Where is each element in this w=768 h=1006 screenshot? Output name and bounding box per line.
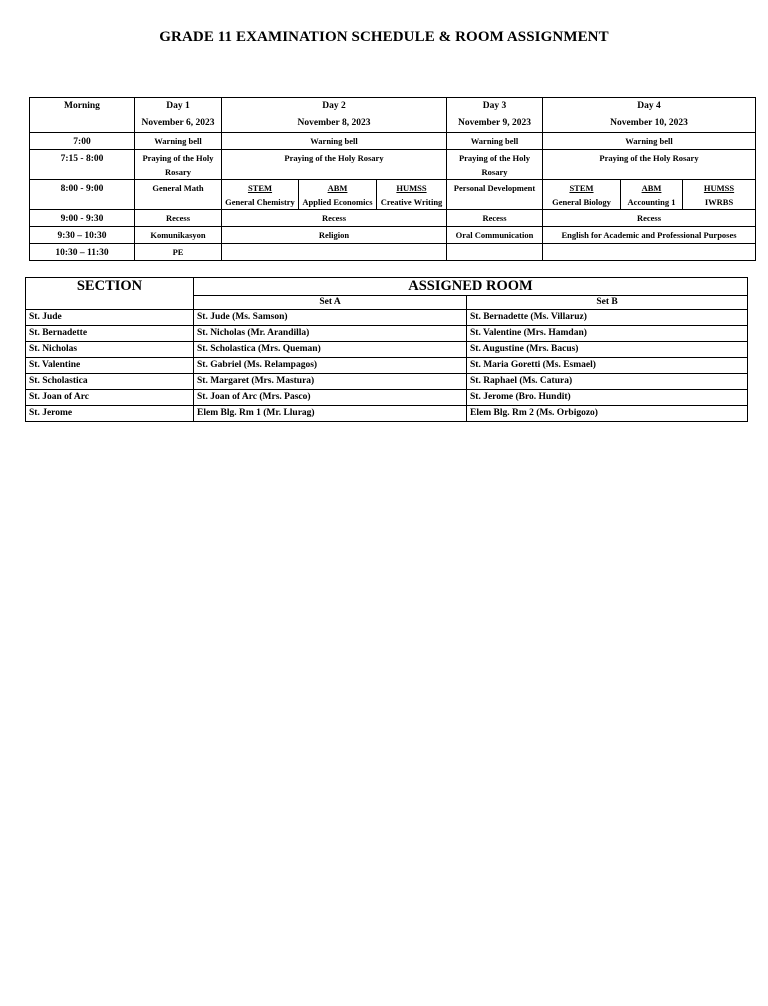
section-cell: St. Jerome [26, 406, 194, 422]
set-a-cell: St. Margaret (Mrs. Mastura) [194, 374, 467, 390]
abm-subject-cell: ABM Accounting 1 [621, 180, 683, 210]
time-cell: 9:00 - 9:30 [30, 210, 135, 227]
schedule-cell: Religion [222, 227, 447, 244]
humss-subject-cell: HUMSS Creative Writing [377, 180, 447, 210]
set-a-cell: St. Nicholas (Mr. Arandilla) [194, 326, 467, 342]
schedule-cell: Warning bell [543, 133, 756, 150]
schedule-cell: Recess [447, 210, 543, 227]
table-row [26, 310, 748, 326]
schedule-cell [447, 244, 543, 261]
stem-subject-cell: STEM General Chemistry [222, 180, 299, 210]
abm-subject-cell: ABM Applied Economics [299, 180, 377, 210]
time-cell: 8:00 - 9:00 [30, 180, 135, 210]
set-b-cell: St. Valentine (Mrs. Hamdan) [467, 326, 748, 342]
section-cell: St. Valentine [26, 358, 194, 374]
section-cell: St. Nicholas [26, 342, 194, 358]
time-cell: 7:15 - 8:00 [30, 150, 135, 180]
table-row [26, 390, 748, 406]
schedule-cell: PE [135, 244, 222, 261]
time-cell: 10:30 – 11:30 [30, 244, 135, 261]
set-a-header: Set A [194, 296, 467, 310]
schedule-cell: Praying of the Holy Rosary [135, 150, 222, 180]
schedule-cell: Warning bell [135, 133, 222, 150]
schedule-cell: Praying of the Holy Rosary [222, 150, 447, 180]
set-b-cell: St. Jerome (Bro. Hundit) [467, 390, 748, 406]
set-b-cell: Elem Blg. Rm 2 (Ms. Orbigozo) [467, 406, 748, 422]
set-b-cell: St. Maria Goretti (Ms. Esmael) [467, 358, 748, 374]
schedule-cell [222, 244, 447, 261]
set-b-cell: St. Raphael (Ms. Catura) [467, 374, 748, 390]
schedule-cell: Praying of the Holy Rosary [447, 150, 543, 180]
schedule-cell: Recess [222, 210, 447, 227]
set-a-cell: Elem Blg. Rm 1 (Mr. Llurag) [194, 406, 467, 422]
schedule-cell: Warning bell [222, 133, 447, 150]
table-row [26, 374, 748, 390]
section-cell: St. Bernadette [26, 326, 194, 342]
section-header: SECTION [26, 278, 194, 310]
set-a-cell: St. Joan of Arc (Mrs. Pasco) [194, 390, 467, 406]
table-row [26, 358, 748, 374]
schedule-cell: Personal Development [447, 180, 543, 210]
schedule-cell: Praying of the Holy Rosary [543, 150, 756, 180]
schedule-cell: Recess [543, 210, 756, 227]
table-row [26, 342, 748, 358]
set-a-cell: St. Scholastica (Mrs. Queman) [194, 342, 467, 358]
schedule-cell: English for Academic and Professional Purposes [543, 227, 756, 244]
day-4-header: Day 4 November 10, 2023 [543, 98, 756, 133]
schedule-cell: Oral Communication [447, 227, 543, 244]
exam-schedule-table [29, 97, 756, 261]
schedule-cell: Komunikasyon [135, 227, 222, 244]
schedule-cell: Recess [135, 210, 222, 227]
time-cell: 9:30 – 10:30 [30, 227, 135, 244]
section-cell: St. Scholastica [26, 374, 194, 390]
set-b-cell: St. Bernadette (Ms. Villaruz) [467, 310, 748, 326]
set-b-header: Set B [467, 296, 748, 310]
set-a-cell: St. Gabriel (Ms. Relampagos) [194, 358, 467, 374]
document-title: GRADE 11 EXAMINATION SCHEDULE & ROOM ASSIGNMENT [159, 29, 609, 45]
table-row [26, 406, 748, 422]
schedule-cell: General Math [135, 180, 222, 210]
set-a-cell: St. Jude (Ms. Samson) [194, 310, 467, 326]
section-cell: St. Joan of Arc [26, 390, 194, 406]
table-row [26, 326, 748, 342]
time-cell: 7:00 [30, 133, 135, 150]
assigned-room-header: ASSIGNED ROOM [194, 278, 748, 296]
day-2-header: Day 2 November 8, 2023 [222, 98, 447, 133]
stem-subject-cell: STEM General Biology [543, 180, 621, 210]
morning-header: Morning [30, 98, 135, 133]
section-cell: St. Jude [26, 310, 194, 326]
room-assignment-table [25, 277, 748, 422]
humss-subject-cell: HUMSS IWRBS [683, 180, 756, 210]
schedule-cell [543, 244, 756, 261]
day-3-header: Day 3 November 9, 2023 [447, 98, 543, 133]
schedule-cell: Warning bell [447, 133, 543, 150]
set-b-cell: St. Augustine (Mrs. Bacus) [467, 342, 748, 358]
day-1-header: Day 1 November 6, 2023 [135, 98, 222, 133]
